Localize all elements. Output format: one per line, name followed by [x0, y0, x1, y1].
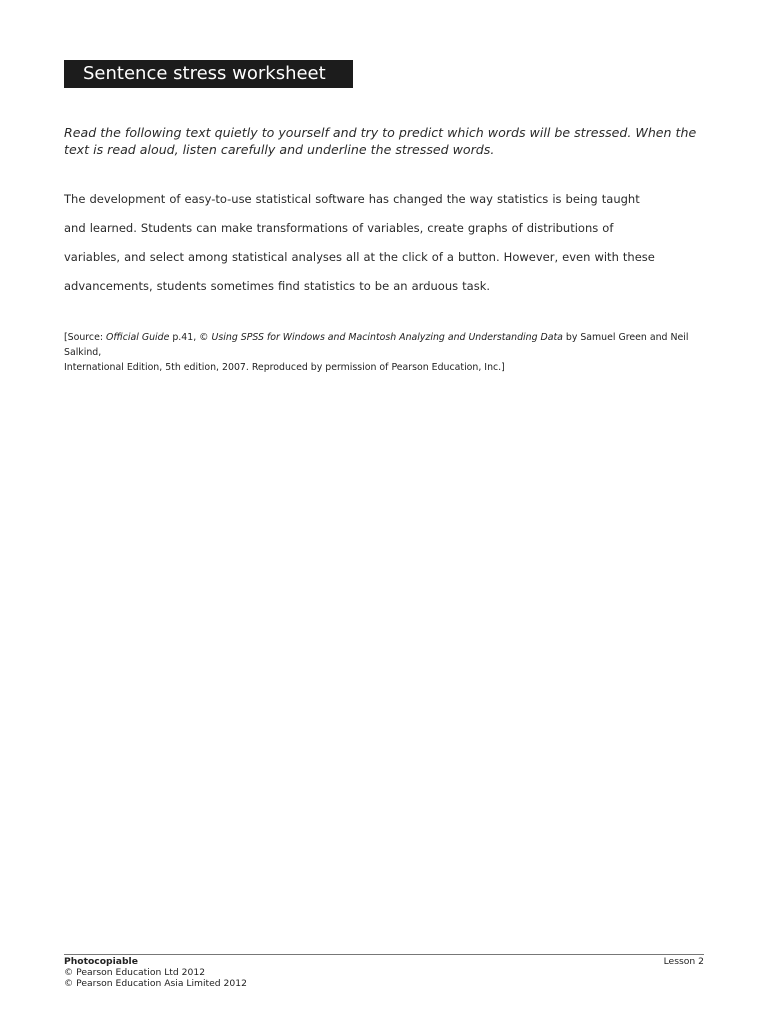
instructions-text: Read the following text quietly to yourself and try to predict which words will be stressed. When the text is read aloud, listen carefully and underline the stressed words. — [64, 125, 697, 157]
footer-divider — [64, 954, 704, 955]
reading-passage — [64, 189, 712, 305]
source-book-title: Using SPSS for Windows and Macintosh Analyzing and Understanding Data — [211, 332, 563, 343]
source-page-ref: p.41, © — [169, 332, 212, 343]
source-authors: by Samuel Green and Neil Salkind, — [64, 332, 689, 358]
passage-line: The development of easy-to-use statistical software has changed the way statistics is being taught — [64, 192, 640, 206]
passage-line: and learned. Students can make transformations of variables, create graphs of distributions of — [64, 221, 614, 235]
passage-line: variables, and select among statistical analyses all at the click of a button. However, even with these — [64, 250, 655, 264]
source-line-1 — [64, 330, 724, 360]
passage-line: advancements, students sometimes find statistics to be an arduous task. — [64, 279, 491, 293]
copyright-line-1: © Pearson Education Ltd 2012 — [64, 967, 206, 978]
lesson-label: Lesson 2 — [663, 956, 704, 967]
photocopiable-label: Photocopiable — [64, 956, 138, 967]
footer-left — [64, 956, 247, 989]
worksheet-title: Sentence stress worksheet — [64, 60, 353, 88]
source-guide: Official Guide — [106, 332, 170, 343]
source-prefix: [Source: — [64, 332, 106, 343]
copyright-line-2: © Pearson Education Asia Limited 2012 — [64, 978, 247, 989]
source-edition: International Edition, 5th edition, 2007. Reproduced by permission of Pearson Education, Inc.] — [64, 362, 505, 373]
source-citation — [64, 330, 724, 375]
